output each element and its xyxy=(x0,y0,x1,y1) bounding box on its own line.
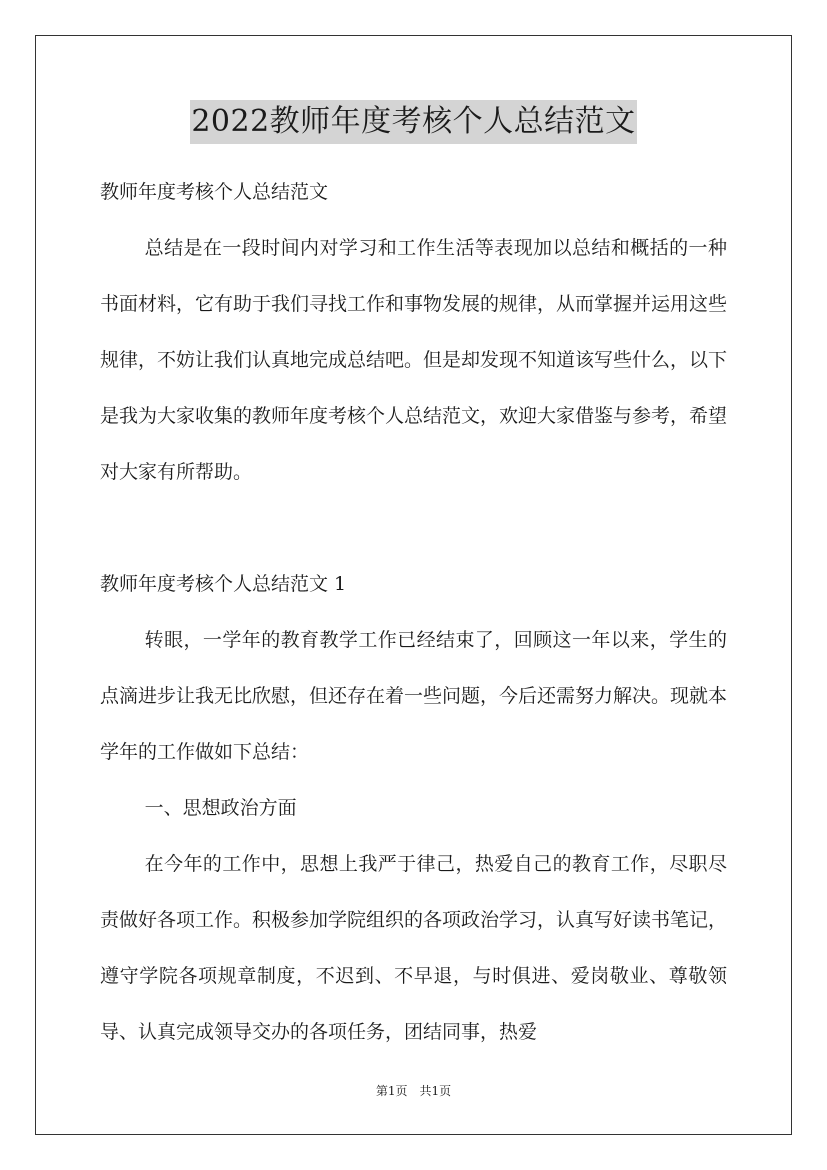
section-heading: 教师年度考核个人总结范文 1 xyxy=(100,573,347,595)
page-footer: 第1页 共1页 xyxy=(375,1084,452,1098)
section-paragraph: 在今年的工作中，思想上我严于律己，热爱自己的教育工作，尽职尽责做好各项工作。积极参加学院组织的各项政治学习，认真写好读书笔记，遵守学院各项规章制度，不迟到、不早退，与时俱进、爱岗敬业、尊敬领导、认真完成领导交办的各项任务，团结同事，热爱 xyxy=(100,853,728,1043)
document-body xyxy=(100,164,727,1060)
document-title-text: 2022教师年度考核个人总结范文 xyxy=(190,100,636,144)
subsection-heading: 一、思想政治方面 xyxy=(144,797,297,819)
document-title xyxy=(0,100,827,144)
intro-paragraph: 总结是在一段时间内对学习和工作生活等表现加以总结和概括的一种书面材料，它有助于我们寻找工作和事物发展的规律，从而掌握并运用这些规律，不妨让我们认真地完成总结吧。但是却发现不知道该写些什么，以下是我为大家收集的教师年度考核个人总结范文，欢迎大家借鉴与参考，希望对大家有所帮助。 xyxy=(100,237,728,483)
document-subtitle: 教师年度考核个人总结范文 xyxy=(100,181,329,203)
section-paragraph: 转眼，一学年的教育教学工作已经结束了，回顾这一年以来，学生的点滴进步让我无比欣慰，但还存在着一些问题，今后还需努力解决。现就本学年的工作做如下总结： xyxy=(100,629,728,763)
blank-line xyxy=(100,500,727,556)
